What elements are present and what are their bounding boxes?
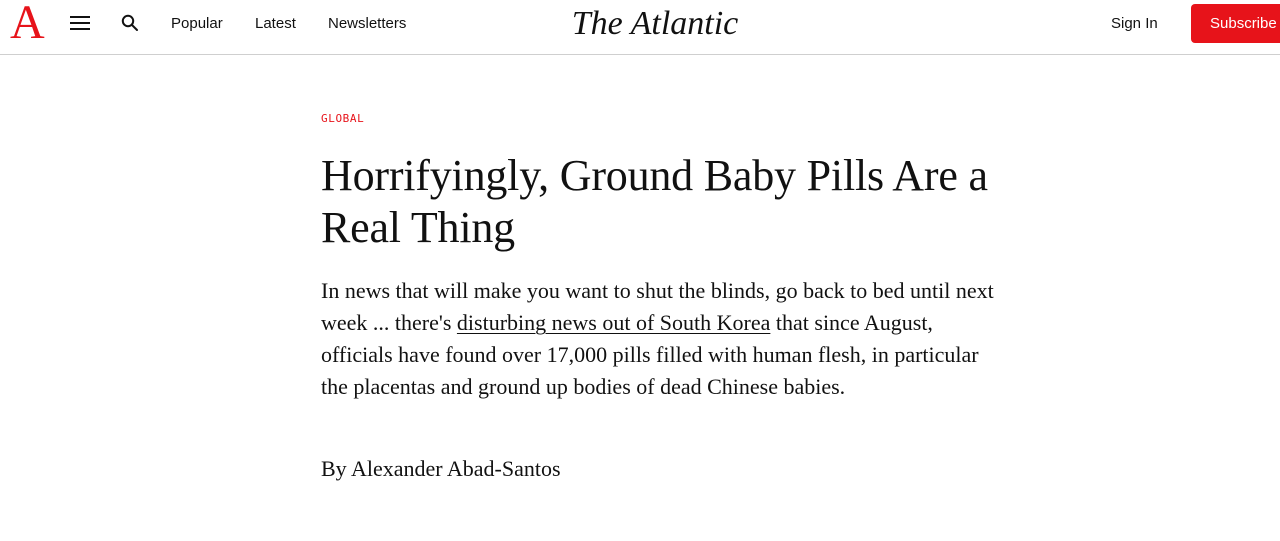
nav-latest-link[interactable]: Latest — [255, 15, 296, 32]
dek-link[interactable]: disturbing news out of South Korea — [456, 310, 771, 335]
dek-text-before-link: In news that will make you want to shut the blinds, go back to bed until next week ... there's — [321, 278, 994, 335]
section-label[interactable]: GLOBAL — [321, 112, 365, 125]
search-icon[interactable] — [121, 14, 139, 32]
site-wordmark[interactable]: The Atlantic — [571, 5, 739, 42]
dek-text-after-link: that since August, officials have found over 17,000 pills filled with human flesh, in particular the placentas and ground up bodies of dead Chinese babies. — [321, 310, 979, 399]
top-navigation-bar — [0, 0, 1280, 55]
subscribe-button[interactable]: Subscribe — [1191, 4, 1280, 43]
article-headline: Horrifyingly, Ground Baby Pills Are a Real Thing — [321, 151, 988, 252]
atlantic-a-logo[interactable]: A — [10, 0, 45, 49]
article-dek — [321, 275, 996, 403]
sign-in-link[interactable]: Sign In — [1111, 15, 1158, 32]
nav-popular-link[interactable]: Popular — [171, 15, 223, 32]
nav-newsletters-link[interactable]: Newsletters — [328, 15, 407, 32]
byline-prefix: By — [321, 456, 351, 481]
article-byline — [321, 454, 561, 484]
menu-icon[interactable] — [69, 14, 91, 32]
author-link[interactable]: Alexander Abad-Santos — [350, 456, 561, 481]
